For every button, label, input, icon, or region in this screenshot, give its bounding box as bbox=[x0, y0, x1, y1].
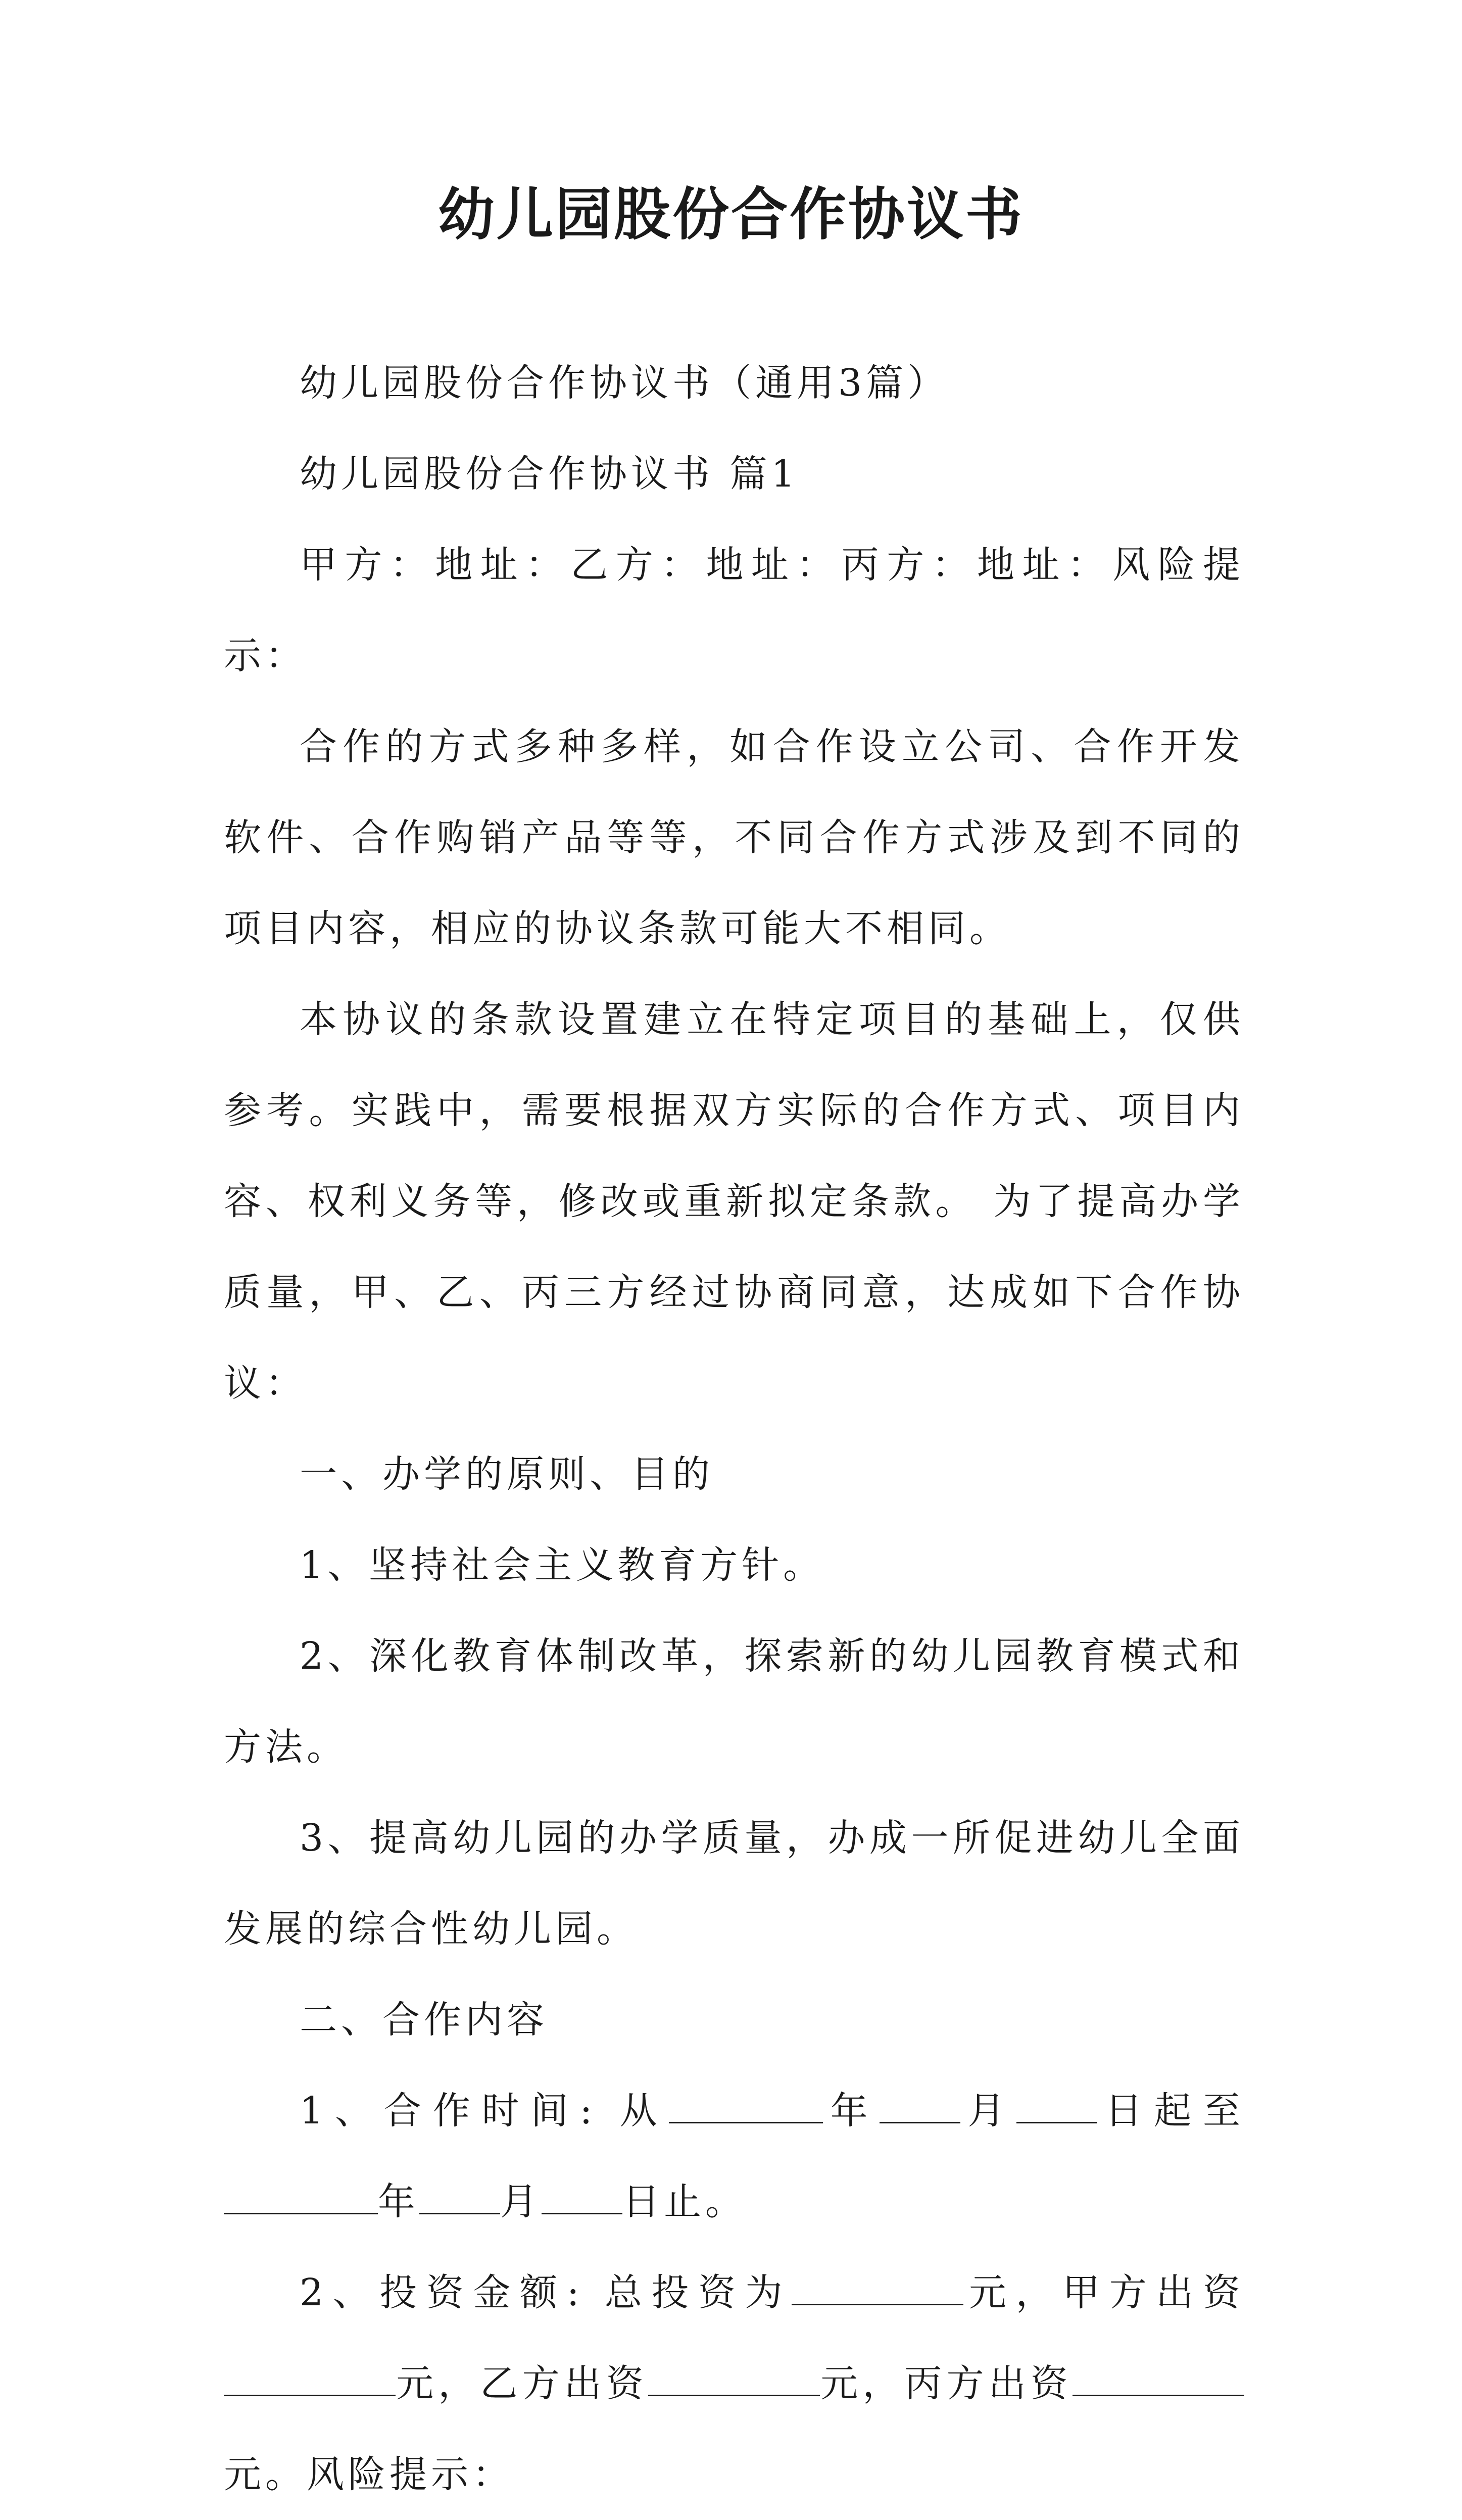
cooperation-paragraph: 合作的方式多种多样，如合作设立公司、合作开发软件、合作购销产品等等，不同合作方式涉及到不同的项目内容，相应的协议条款可能大不相同。 bbox=[224, 725, 1244, 950]
party-a-investment-blank[interactable] bbox=[224, 2362, 396, 2396]
end-year-blank[interactable] bbox=[224, 2180, 378, 2214]
party-b-unit-label: 元，丙方出资 bbox=[820, 2362, 1073, 2405]
party-c-unit-label: 元。风险提示： bbox=[224, 2453, 514, 2496]
investment-prefix: 2、投资金额: 总投资为 bbox=[300, 2271, 792, 2314]
parties-line: 甲方：地址：乙方：地址：丙方：地址：风险提示： bbox=[224, 543, 1244, 677]
start-year-blank[interactable] bbox=[669, 2090, 823, 2123]
year-label: 年 bbox=[822, 2089, 880, 2133]
end-year-label: 年 bbox=[378, 2180, 419, 2223]
section-one-heading: 一、办学的原则、目的 bbox=[300, 1452, 714, 1496]
section-two-heading: 二、合作内容 bbox=[300, 1998, 548, 2042]
principle-item-3: 3、提高幼儿园的办学质量，办成一所促进幼儿全面发展的综合性幼儿园。 bbox=[224, 1816, 1244, 1951]
reference-paragraph: 本协议的条款设置建立在特定项目的基础上，仅供参考。实践中，需要根据双方实际的合作方式、项目内容、权利义务等，修改或重新拟定条款。 为了提高办学质量，甲、乙、丙三方经过协商同意，达成如下合作协议： bbox=[224, 998, 1244, 1405]
document-title: 幼儿园股份合作协议书 bbox=[438, 181, 1024, 248]
end-day-blank[interactable] bbox=[542, 2180, 622, 2214]
part-heading: 幼儿园股份合作协议书 篇1 bbox=[300, 452, 799, 496]
start-day-blank[interactable] bbox=[1016, 2090, 1097, 2123]
end-day-label: 日止。 bbox=[622, 2180, 747, 2223]
total-investment-blank[interactable] bbox=[792, 2271, 963, 2305]
party-b-investment-blank[interactable] bbox=[648, 2362, 820, 2396]
month-label: 月 bbox=[960, 2089, 1017, 2133]
end-month-blank[interactable] bbox=[419, 2180, 500, 2214]
end-month-label: 月 bbox=[500, 2180, 542, 2223]
cooperation-time-item bbox=[224, 2065, 1244, 2247]
principle-item-1: 1、坚持社会主义教育方针。 bbox=[300, 1543, 825, 1587]
day-until-label: 日起至 bbox=[1097, 2089, 1245, 2133]
total-unit-label: 元，甲方出资 bbox=[963, 2271, 1245, 2314]
party-a-unit-label: 元，乙方出资 bbox=[396, 2362, 648, 2405]
document-body bbox=[224, 337, 1244, 2520]
investment-item bbox=[224, 2247, 1244, 2520]
principle-item-2: 2、深化教育体制改革，探索新的幼儿园教育模式和方法。 bbox=[224, 1634, 1244, 1769]
cooperation-time-prefix: 1、合作时间: 从 bbox=[300, 2089, 669, 2133]
start-month-blank[interactable] bbox=[880, 2090, 960, 2123]
party-c-investment-blank[interactable] bbox=[1073, 2362, 1244, 2396]
document-subtitle: 幼儿园股份合作协议书（通用3篇） bbox=[300, 361, 949, 405]
